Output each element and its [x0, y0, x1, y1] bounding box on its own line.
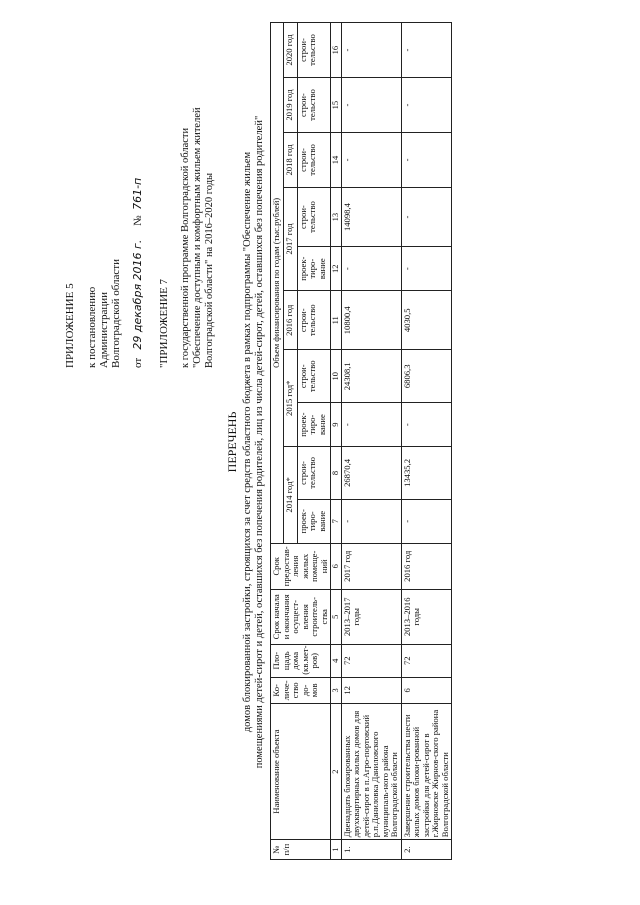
row-2019-build: - [401, 78, 452, 133]
row-2014-build: 13435,2 [401, 447, 452, 500]
row-name: Завершение строительства шести жилых домов блоки-рованной застройки для детей-сирот в г.Жирновске Жирнов-ского района Волгоградской области [401, 704, 452, 840]
col-name-header: Наименование объекта [271, 704, 331, 840]
rotated-table-region [226, 22, 640, 862]
year-2016-header: 2016 год [284, 291, 297, 350]
row-area: 72 [341, 644, 401, 677]
build-2015-header: строи-тельство [297, 350, 330, 403]
year-2017-header: 2017 год [284, 187, 297, 290]
row-count: 6 [401, 677, 452, 703]
row-num: 1. [341, 840, 401, 860]
row-2018-build: - [341, 133, 401, 188]
col-funding-header: Объем финансирования по годам (тыс.рублей) [271, 23, 284, 544]
design-2017-header: проек-тиро-вание [297, 247, 330, 291]
row-2015-build: 6806,3 [401, 350, 452, 403]
row-period: 2013–2017 годы [341, 589, 401, 644]
col-number: 11 [331, 291, 342, 350]
col-number: 10 [331, 350, 342, 403]
col-area-header: Пло-щадь дома (кв.мет-ров) [271, 644, 331, 677]
year-2015-header: 2015 год* [284, 350, 297, 447]
col-number: 3 [331, 677, 342, 703]
row-2017-build: - [401, 187, 452, 246]
program-line-1: к государственной программе Волгоградской области [180, 127, 191, 368]
col-deadline-header: Срок предостав-ления жилых помеще-ний [271, 543, 331, 589]
col-count-header: Ко-личе-ство до-мов [271, 677, 331, 703]
col-number: 14 [331, 133, 342, 188]
row-2016-build: 4030,5 [401, 291, 452, 350]
table-row [341, 23, 401, 860]
row-2014-design: - [341, 499, 401, 543]
row-2020-build: - [341, 23, 401, 78]
col-number: 2 [331, 704, 342, 840]
year-2018-header: 2018 год [284, 133, 297, 188]
col-number: 4 [331, 644, 342, 677]
row-count: 12 [341, 677, 401, 703]
program-line-2: "Обеспечение доступным и комфортным жильем жителей [192, 107, 203, 368]
col-number: 16 [331, 23, 342, 78]
col-number: 6 [331, 543, 342, 589]
col-number: 9 [331, 403, 342, 447]
row-area: 72 [401, 644, 452, 677]
col-number: 1 [331, 840, 342, 860]
decree-date: 29 декабря 2016 г. [131, 239, 144, 350]
row-2019-build: - [341, 78, 401, 133]
appendix-5-label: ПРИЛОЖЕНИЕ 5 [64, 283, 76, 368]
col-number: 5 [331, 589, 342, 644]
row-2016-build: 10800,4 [341, 291, 401, 350]
row-2017-design: - [401, 247, 452, 291]
row-2015-build: 24308,1 [341, 350, 401, 403]
build-2016-header: строи-тельство [297, 291, 330, 350]
year-2020-header: 2020 год [284, 23, 297, 78]
table-header-row-1 [271, 23, 284, 860]
number-prefix: № [132, 215, 144, 226]
col-num-header: № п/п [271, 840, 331, 860]
col-number: 12 [331, 247, 342, 291]
year-2019-header: 2019 год [284, 78, 297, 133]
row-deadline: 2016 год [401, 543, 452, 589]
build-2018-header: строи-тельство [297, 133, 330, 188]
row-period: 2013–2016 годы [401, 589, 452, 644]
region-label: Волгоградской области [110, 259, 122, 368]
build-2014-header: строи-тельство [297, 447, 330, 500]
row-deadline: 2017 год [341, 543, 401, 589]
col-period-header: Срок начала и окончания осущест-вления строитель-ства [271, 589, 331, 644]
col-number: 8 [331, 447, 342, 500]
row-2018-build: - [401, 133, 452, 188]
administration-label: Администрации [98, 291, 110, 368]
build-2019-header: строи-тельство [297, 78, 330, 133]
date-prefix: от [132, 357, 144, 368]
row-2014-design: - [401, 499, 452, 543]
design-2015-header: проек-тиро-вание [297, 403, 330, 447]
year-2014-header: 2014 год* [284, 447, 297, 544]
objects-table [270, 22, 452, 860]
decree-number: 761-п [131, 177, 144, 210]
row-2014-build: 26870,4 [341, 447, 401, 500]
to-decree-label: к постановлению [86, 286, 98, 368]
col-number: 13 [331, 187, 342, 246]
col-number: 15 [331, 78, 342, 133]
design-2014-header: проек-тиро-вание [297, 499, 330, 543]
build-2020-header: строи-тельство [297, 23, 330, 78]
build-2017-header: строи-тельство [297, 187, 330, 246]
table-row [401, 23, 452, 860]
row-2015-design: - [401, 403, 452, 447]
row-2017-build: 14098,4 [341, 187, 401, 246]
document-subtitle-1: домов блокированной застройки, строящихся за счет средств областного бюджета в рамках подпрограммы "Обеспечение жильем [242, 151, 253, 733]
row-2020-build: - [401, 23, 452, 78]
row-name: Двенадцать блокированных двухквартирных жилых домов для детей-сирот в п.Агро-портовский р.п.Даниловка Даниловского муниципаль-ного района Волгоградской области [341, 704, 401, 840]
program-line-3: Волгоградской области" на 2016–2020 годы [204, 172, 215, 368]
appendix-7-label: "ПРИЛОЖЕНИЕ 7 [158, 278, 170, 368]
document-title: ПЕРЕЧЕНЬ [225, 411, 239, 473]
col-number: 7 [331, 499, 342, 543]
row-num: 2. [401, 840, 452, 860]
row-2017-design: - [341, 247, 401, 291]
row-2015-design: - [341, 403, 401, 447]
column-numbers-row [331, 23, 342, 860]
document-subtitle-2: помещениями детей-сирот и детей, оставшихся без попечения родителей, лиц из числа детей-сирот, детей, оставшихся без попечения родителей" [254, 115, 265, 769]
